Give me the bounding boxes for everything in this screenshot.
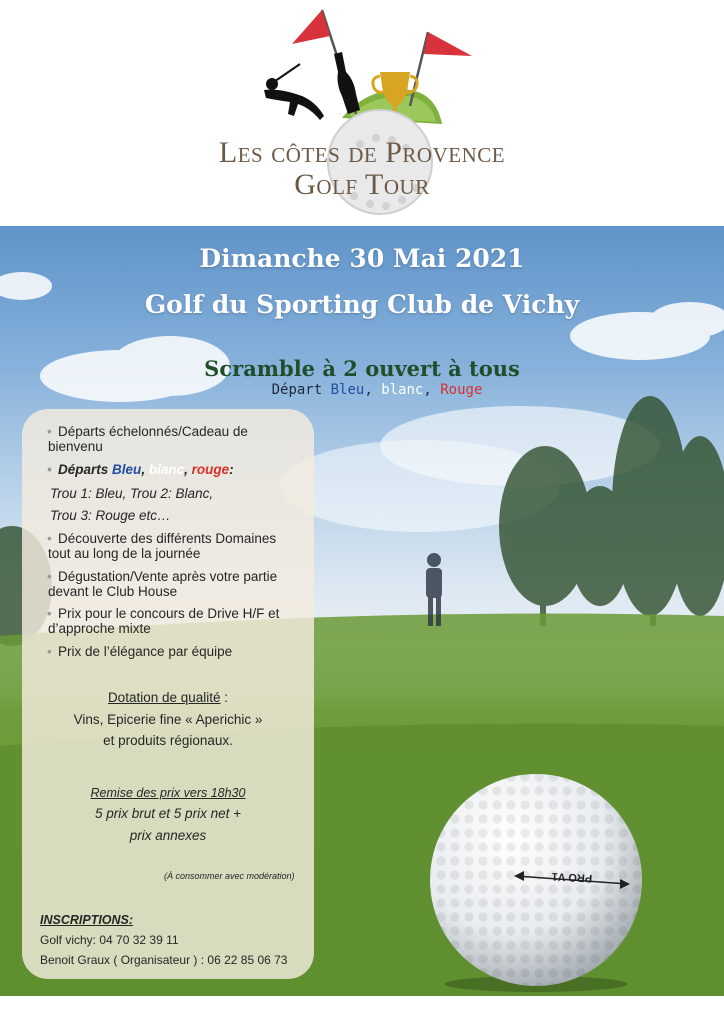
info-item-tasting-line1: • Dégustation/Vente après votre partie	[58, 569, 278, 584]
tees-red: rouge	[191, 462, 230, 477]
start-prefix: Départ	[271, 382, 323, 398]
event-venue: Golf du Sporting Club de Vichy	[144, 290, 580, 319]
info-item-contest	[48, 606, 280, 636]
start-sep2: ,	[423, 382, 432, 398]
event-date: Dimanche 30 Mai 2021	[199, 244, 525, 273]
tees-colon: :	[229, 462, 234, 477]
info-item-tees	[58, 462, 234, 477]
contact-golf: Golf vichy: 04 70 32 39 11	[40, 933, 179, 947]
holes-line2: Trou 3: Rouge etc…	[50, 508, 171, 523]
tees-sep1: ,	[141, 462, 146, 477]
tees-sep2: ,	[184, 462, 188, 477]
info-item-contest-line1: • Prix pour le concours de Drive H/F et	[58, 606, 280, 621]
start-tees	[0, 382, 724, 398]
start-blue: Bleu	[330, 382, 365, 398]
info-item-elegance: • Prix de l’élégance par équipe	[58, 644, 232, 659]
event-format: Scramble à 2 ouvert à tous	[204, 356, 520, 381]
header	[0, 0, 724, 226]
logo-title-line1: Les côtes de Provence	[218, 136, 506, 169]
info-item-welcome-line1: • Départs échelonnés/Cadeau de	[58, 424, 248, 439]
bottom-margin	[0, 996, 724, 1024]
start-red: Rouge	[440, 382, 483, 398]
dotation-title-wrap	[22, 690, 314, 705]
logo-title-line2: Golf Tour	[294, 168, 430, 201]
contact-organizer: Benoit Graux ( Organisateur ) : 06 22 85 06 73	[40, 953, 288, 967]
dotation-line2: et produits régionaux.	[103, 733, 233, 748]
golf-ball-photo	[420, 770, 652, 992]
info-item-contest-line2: d’approche mixte	[48, 621, 151, 636]
holes-line1: Trou 1: Bleu, Trou 2: Blanc,	[50, 486, 214, 501]
info-item-welcome	[48, 424, 248, 454]
info-item-welcome-line2: bienvenu	[48, 439, 103, 454]
info-item-tasting-line2: devant le Club House	[48, 584, 178, 599]
info-item-domains-line1: • Découverte des différents Domaines	[58, 531, 277, 546]
dotation-title: Dotation de qualité	[107, 690, 221, 705]
golfer-silhouette-icon	[264, 64, 324, 120]
prizes-title: Remise des prix vers 18h30	[90, 786, 246, 800]
dotation-line1: Vins, Epicerie fine « Aperichic »	[73, 712, 263, 727]
info-item-domains	[48, 531, 277, 561]
info-item-tasting	[48, 569, 278, 599]
prizes-line1: 5 prix brut et 5 prix net +	[95, 806, 241, 821]
moderation-note: (À consommer avec modération)	[164, 871, 295, 881]
wine-bottle-icon	[334, 52, 360, 114]
tees-prefix: Départs	[58, 462, 109, 477]
info-item-domains-line2: tout au long de la journée	[48, 546, 201, 561]
dotation-colon: :	[220, 690, 229, 705]
start-white: blanc	[381, 382, 424, 398]
inscriptions-title: INSCRIPTIONS:	[40, 913, 134, 927]
prizes-title-wrap	[22, 786, 314, 801]
tees-white: blanc	[148, 462, 185, 477]
prizes-line2: prix annexes	[129, 828, 207, 843]
ball-brand: PRO V1	[551, 869, 593, 885]
tees-blue: Bleu	[112, 462, 142, 477]
start-sep1: ,	[364, 382, 373, 398]
